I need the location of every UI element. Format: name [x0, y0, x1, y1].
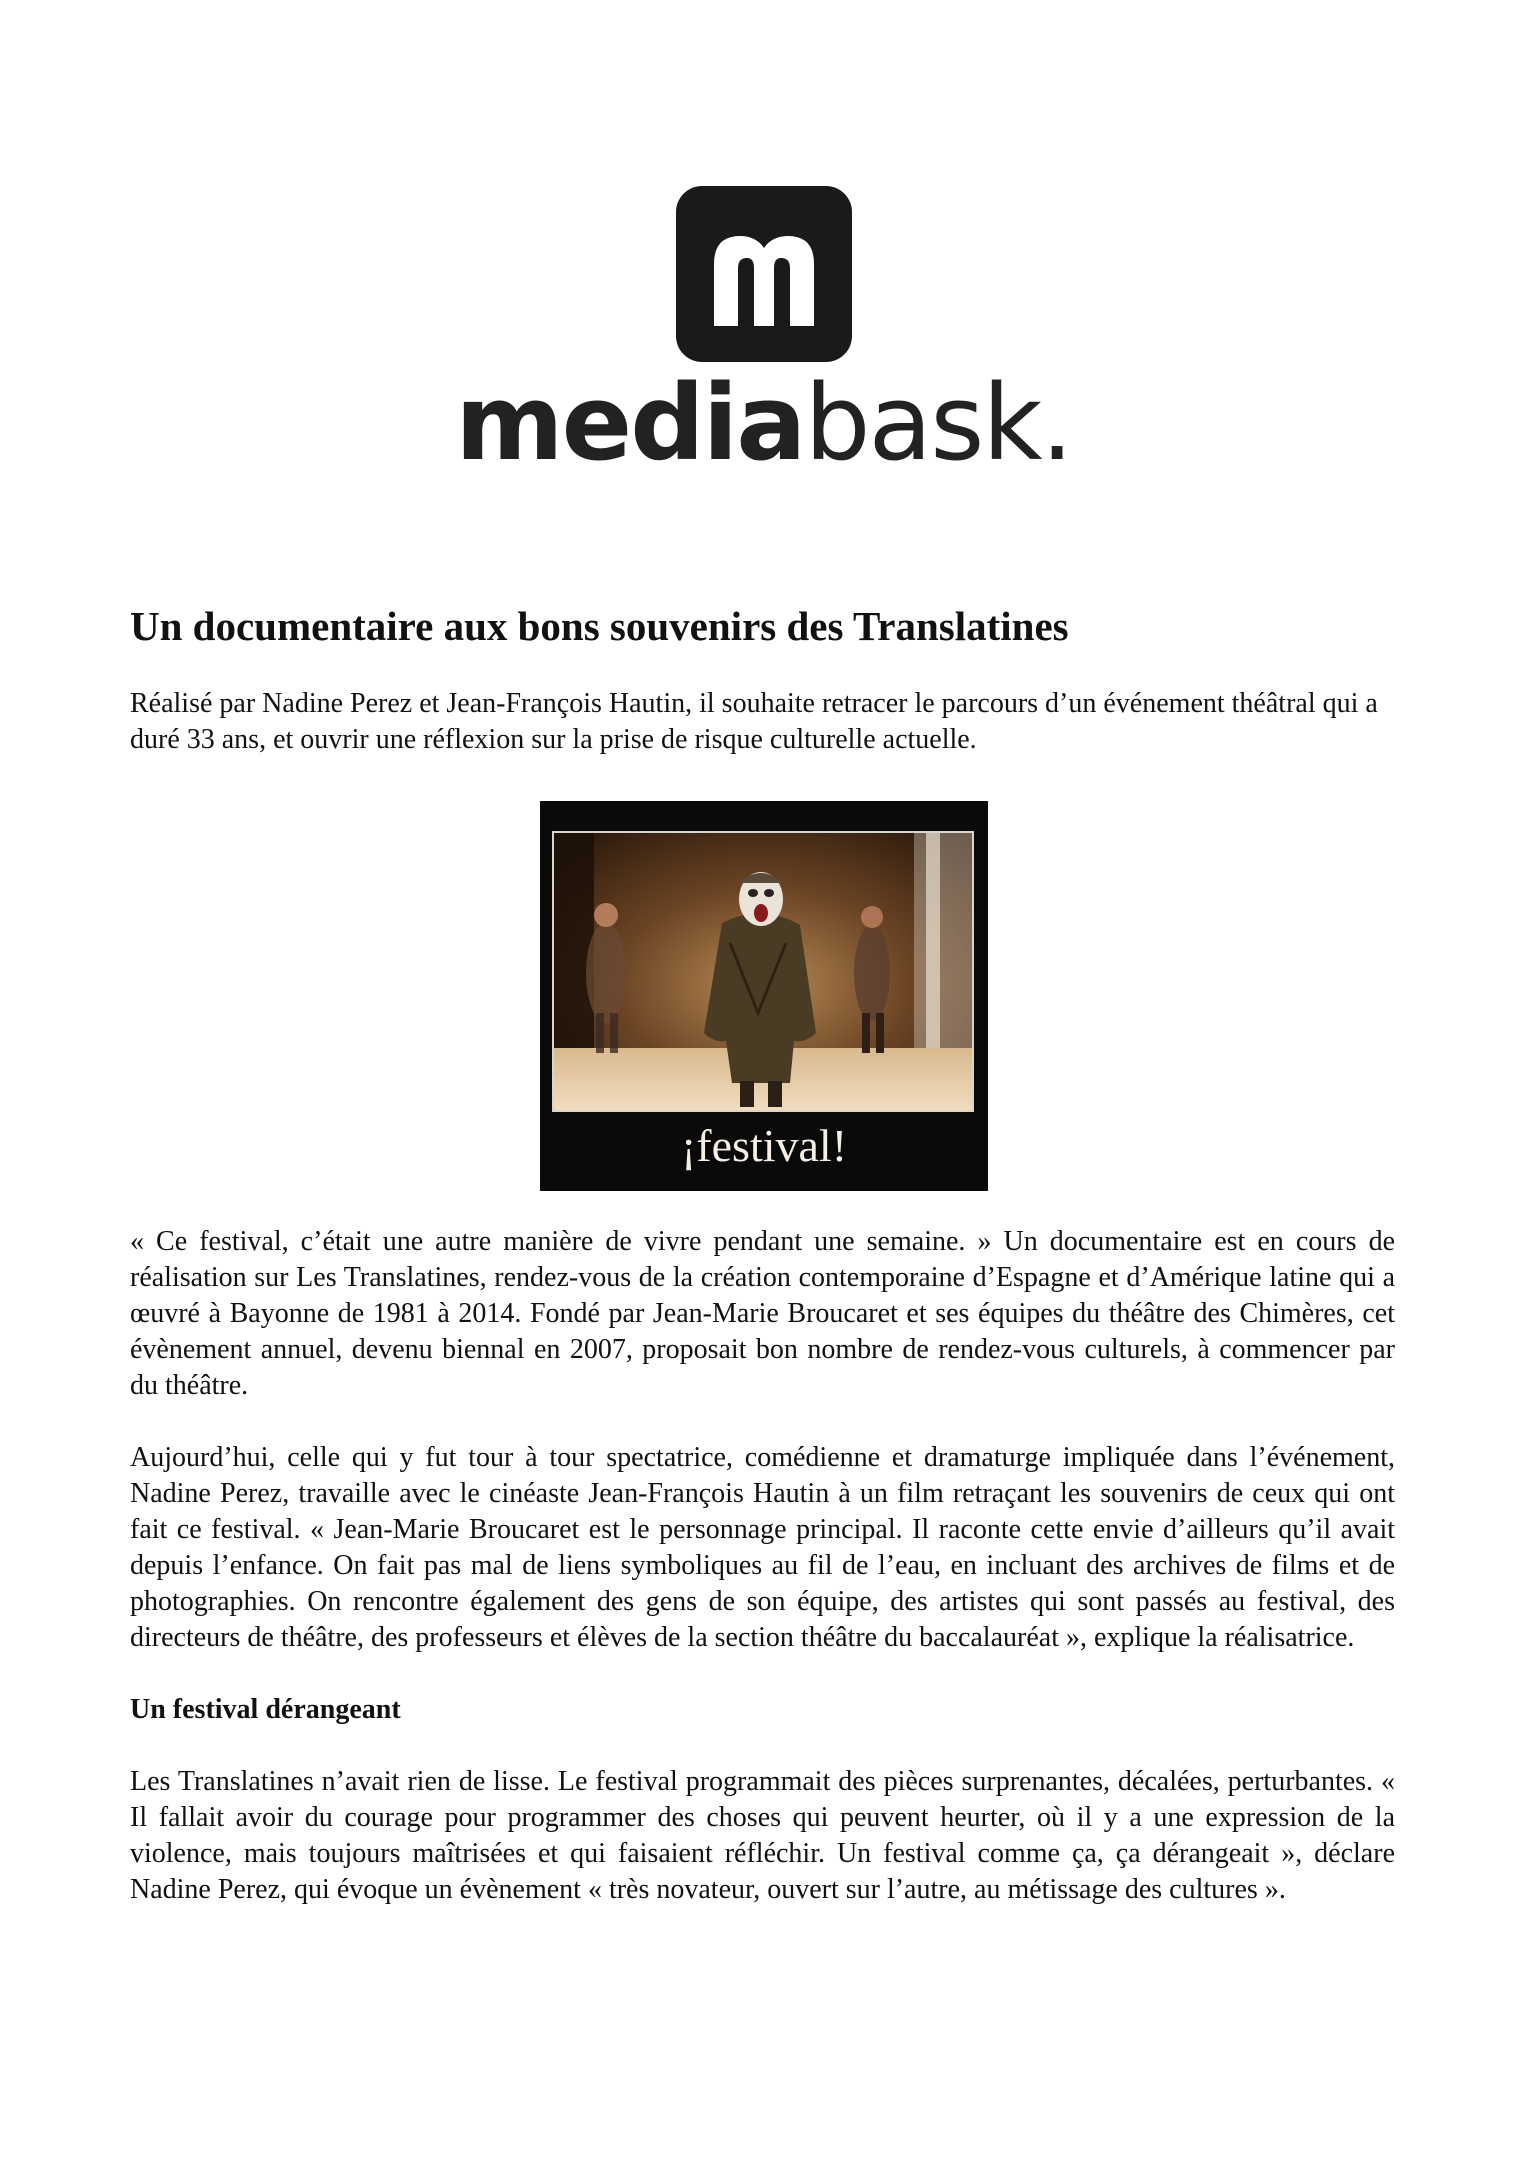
article-figure: [540, 801, 988, 1191]
article-title: Un documentaire aux bons souvenirs des Translatines: [130, 603, 1069, 649]
article-body: [130, 1224, 1395, 1944]
article-subheading: Un festival dérangeant: [130, 1694, 401, 1725]
theatre-photo: [552, 831, 974, 1112]
logo-wordmark: [0, 362, 1527, 484]
article-paragraph: Les Translatines n’avait rien de lisse. Le festival programmait des pièces surprenantes, décalées, perturbantes. « Il fallait avoir du courage pour programmer des choses qui peuvent heurter, où il y a une expression de la violence, mais toujours maîtrisées et qui faisaient réfléchir. Un festival comme ça, ça dérangeait », déclare Nadine Perez, qui évoque un évènement « très novateur, ouvert sur l’autre, au métissage des cultures ».: [130, 1766, 1395, 1905]
logo-word-bold: media: [455, 362, 805, 484]
article-paragraph: « Ce festival, c’était une autre manière de vivre pendant une semaine. » Un documentaire est en cours de réalisation sur Les Translatines, rendez-vous de la création contemporaine d’Espagne et d’Amérique latine qui a œuvré à Bayonne de 1981 à 2014. Fondé par Jean-Marie Broucaret et ses équipes du théâtre des Chimères, cet évènement annuel, devenu biennal en 2007, proposait bon nombre de rendez-vous culturels, à commencer par du théâtre.: [130, 1226, 1395, 1401]
theatre-scene-image: [554, 833, 972, 1110]
article-paragraph: Aujourd’hui, celle qui y fut tour à tour spectatrice, comédienne et dramaturge impliquée dans l’événement, Nadine Perez, travaille avec le cinéaste Jean-François Hautin à un film retraçant les souvenirs de ceux qui ont fait ce festival. « Jean-Marie Broucaret est le personnage principal. Il raconte cette envie d’ailleurs qu’il avait depuis l’enfance. On fait pas mal de liens symboliques au fil de l’eau, en incluant des archives de films et de photographies. On rencontre également des gens de son équipe, des artistes qui sont passés au festival, des directeurs de théâtre, des professeurs et élèves de la section théâtre du baccalauréat », explique la réalisatrice.: [130, 1442, 1395, 1653]
mediabask-m-icon: [676, 186, 852, 362]
article: [130, 600, 1395, 1905]
figure-caption: ¡festival!: [680, 1120, 848, 1171]
logo-word-light: bask.: [804, 362, 1072, 484]
m-glyph-icon: [676, 186, 852, 362]
article-lede: Réalisé par Nadine Perez et Jean-François Hautin, il souhaite retracer le parcours d’un événement théâtral qui a duré 33 ans, et ouvrir une réflexion sur la prise de risque culturelle actuelle.: [130, 688, 1378, 755]
mediabask-logo: [0, 186, 1527, 484]
